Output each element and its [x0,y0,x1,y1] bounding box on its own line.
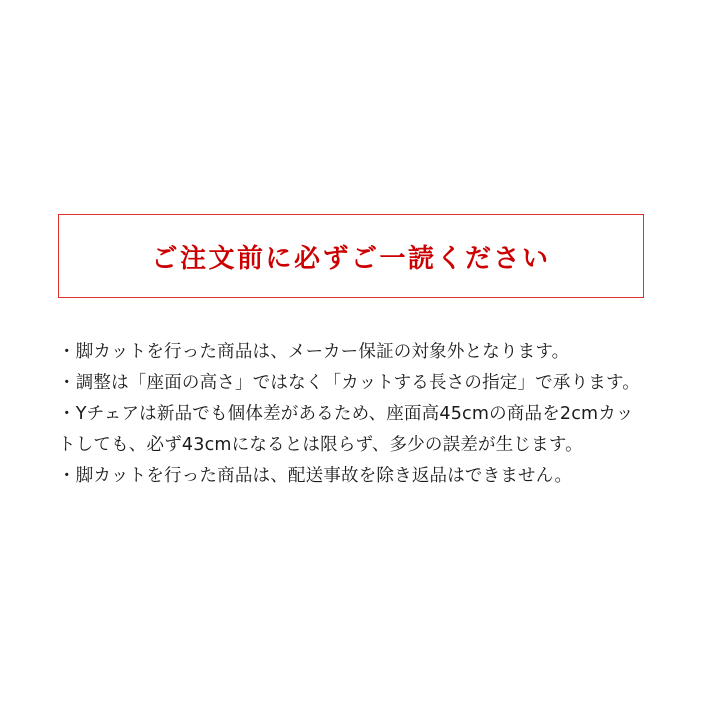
notice-title-box [58,214,644,298]
list-item: ・脚カットを行った商品は、配送事故を除き返品はできません。 [58,466,573,486]
notice-body-list [58,337,648,492]
page-title: ご注文前に必ずご一読ください [151,243,551,274]
list-item: ・調整は「座面の高さ」ではなく「カットする長さの指定」で承ります。 [58,373,640,393]
list-item: ・脚カットを行った商品は、メーカー保証の対象外となります。 [58,342,570,362]
list-item: ・Yチェアは新品でも個体差があるため、座面高45cmの商品を2cmカットしても、必ず43cmになるとは限らず、多少の誤差が生じます。 [58,404,634,455]
